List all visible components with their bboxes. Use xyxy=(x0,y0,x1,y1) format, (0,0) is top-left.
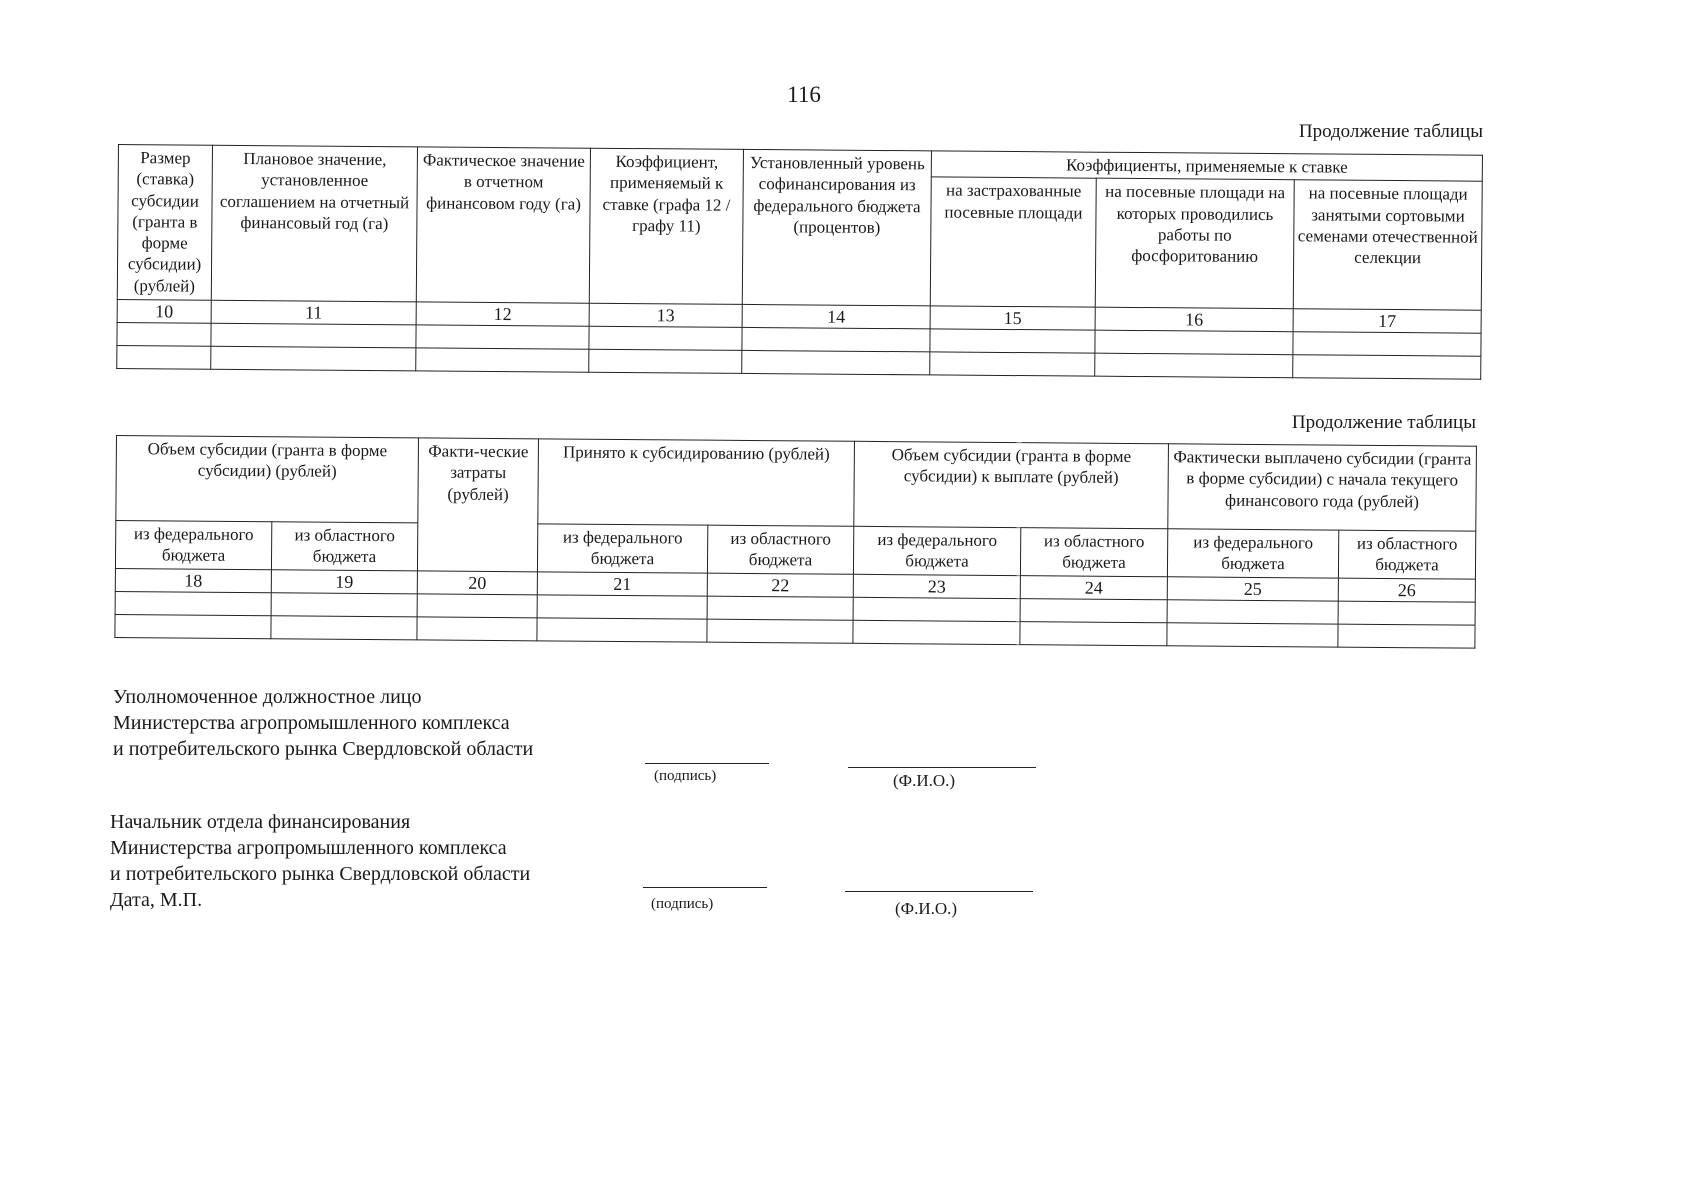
column-number: 11 xyxy=(211,300,416,325)
header-subsidy-rate: Размер (ставка) субсидии (гранта в форме субсидии) (рублей) xyxy=(117,145,212,301)
empty-cell xyxy=(211,323,416,348)
header-planned-value: Плановое значение, установленное соглашением на отчетный финансовый год (га) xyxy=(211,145,417,302)
empty-cell xyxy=(271,592,417,616)
header-actually-paid: Фактически выплачено субсидии (гранта в форме субсидии) с начала текущего финансового года (рублей) xyxy=(1168,444,1477,531)
header-regional-budget: из областного бюджета xyxy=(707,525,853,574)
column-number: 22 xyxy=(707,573,853,597)
empty-cell xyxy=(1020,621,1167,645)
signatory-title-line: Начальник отдела финансирования xyxy=(110,811,411,833)
empty-cell xyxy=(115,591,271,615)
column-number: 26 xyxy=(1338,578,1475,602)
column-number: 12 xyxy=(416,302,589,326)
header-subsidy-to-pay: Объем субсидии (гранта в форме субсидии) к выплате (рублей) xyxy=(854,441,1169,528)
header-insured-areas: на застрахованные посевные площади xyxy=(930,177,1096,307)
name-line xyxy=(845,891,1033,892)
empty-cell xyxy=(707,596,853,620)
empty-cell xyxy=(1167,599,1338,623)
column-number: 17 xyxy=(1293,309,1481,333)
empty-cell xyxy=(707,619,853,643)
signature-line xyxy=(645,763,769,764)
column-number: 13 xyxy=(589,303,742,327)
signature-caption: (подпись) xyxy=(654,768,717,784)
authorized-official-block xyxy=(113,684,533,762)
empty-cell xyxy=(1293,355,1481,379)
empty-cell xyxy=(1095,353,1293,378)
empty-cell xyxy=(416,348,589,372)
coefficients-table xyxy=(116,144,1483,380)
signatory-title-line: Министерства агропромышленного комплекса xyxy=(113,712,510,734)
header-regional-budget: из областного бюджета xyxy=(271,522,417,571)
finance-head-block xyxy=(110,809,530,913)
empty-cell xyxy=(1095,330,1293,355)
empty-cell xyxy=(117,345,211,369)
header-phosphorite-areas: на посевные площади на которых проводились работы по фосфоритованию xyxy=(1095,178,1294,308)
empty-cell xyxy=(1167,622,1338,646)
column-number: 21 xyxy=(537,571,707,595)
empty-cell xyxy=(416,325,589,349)
empty-cell xyxy=(1338,601,1475,625)
header-coefficients-group: Коэффициенты, применяемые к ставке xyxy=(931,151,1482,182)
empty-cell xyxy=(1293,332,1481,356)
empty-cell xyxy=(589,326,742,350)
empty-cell xyxy=(589,349,742,373)
name-caption: (Ф.И.О.) xyxy=(893,771,956,790)
header-regional-budget: из областного бюджета xyxy=(1338,530,1475,579)
subsidy-volume-table xyxy=(114,435,1477,648)
empty-cell xyxy=(853,597,1020,621)
empty-cell xyxy=(1020,598,1167,622)
empty-cell xyxy=(211,346,416,371)
signature-caption: (подпись) xyxy=(651,896,714,912)
table-continuation-label: Продолжение таблицы xyxy=(1298,121,1483,142)
name-line xyxy=(848,767,1036,768)
header-federal-budget: из федерального бюджета xyxy=(537,524,707,573)
header-federal-budget: из федерального бюджета xyxy=(1167,529,1338,578)
empty-cell xyxy=(417,616,537,640)
header-actual-costs: Факти-ческие затраты (рублей) xyxy=(417,438,538,571)
date-stamp-line: Дата, М.П. xyxy=(110,889,203,911)
signature-line xyxy=(643,887,767,888)
empty-cell xyxy=(742,327,930,351)
column-number: 14 xyxy=(742,304,930,328)
header-subsidy-volume: Объем субсидии (гранта в форме субсидии) (рублей) xyxy=(116,436,419,523)
empty-cell xyxy=(115,614,271,638)
column-number: 15 xyxy=(930,306,1095,330)
column-number: 24 xyxy=(1020,575,1167,599)
empty-cell xyxy=(417,593,537,617)
empty-cell xyxy=(117,322,211,346)
column-number: 20 xyxy=(417,570,537,594)
empty-cell xyxy=(930,329,1095,353)
header-actual-value: Фактическое значение в отчетном финансовом году (га) xyxy=(416,147,590,303)
empty-cell xyxy=(271,615,417,639)
header-seed-areas: на посевные площади занятыми сортовыми семенами отечественной селекции xyxy=(1293,180,1482,310)
header-accepted-for-subsidy: Принято к субсидированию (рублей) xyxy=(538,439,855,526)
empty-cell xyxy=(853,620,1020,644)
signatory-title-line: Уполномоченное должностное лицо xyxy=(113,686,422,708)
column-number: 18 xyxy=(115,568,271,592)
table-continuation-label: Продолжение таблицы xyxy=(1291,412,1476,433)
header-federal-budget: из федерального бюджета xyxy=(115,521,271,570)
empty-cell xyxy=(1338,624,1475,648)
header-cofinancing-level: Установленный уровень софинансирования из федерального бюджета (процентов) xyxy=(742,149,931,305)
column-number: 23 xyxy=(853,574,1020,598)
name-caption: (Ф.И.О.) xyxy=(895,899,958,918)
empty-cell xyxy=(537,594,707,618)
column-number: 10 xyxy=(117,299,211,323)
signatory-title-line: Министерства агропромышленного комплекса xyxy=(110,837,507,859)
empty-cell xyxy=(537,617,707,641)
header-regional-budget: из областного бюджета xyxy=(1020,528,1167,577)
signatory-title-line: и потребительского рынка Свердловской области xyxy=(110,863,531,885)
column-number: 16 xyxy=(1095,307,1293,332)
column-number: 25 xyxy=(1167,576,1338,600)
empty-cell xyxy=(930,352,1095,376)
page-number: 116 xyxy=(787,82,821,107)
header-rate-coefficient: Коэффициент, применяемый к ставке (графа 12 / графу 11) xyxy=(589,148,743,304)
signatory-title-line: и потребительского рынка Свердловской области xyxy=(113,738,534,760)
empty-cell xyxy=(742,350,930,374)
column-number: 19 xyxy=(271,569,417,593)
header-federal-budget: из федерального бюджета xyxy=(853,526,1020,575)
